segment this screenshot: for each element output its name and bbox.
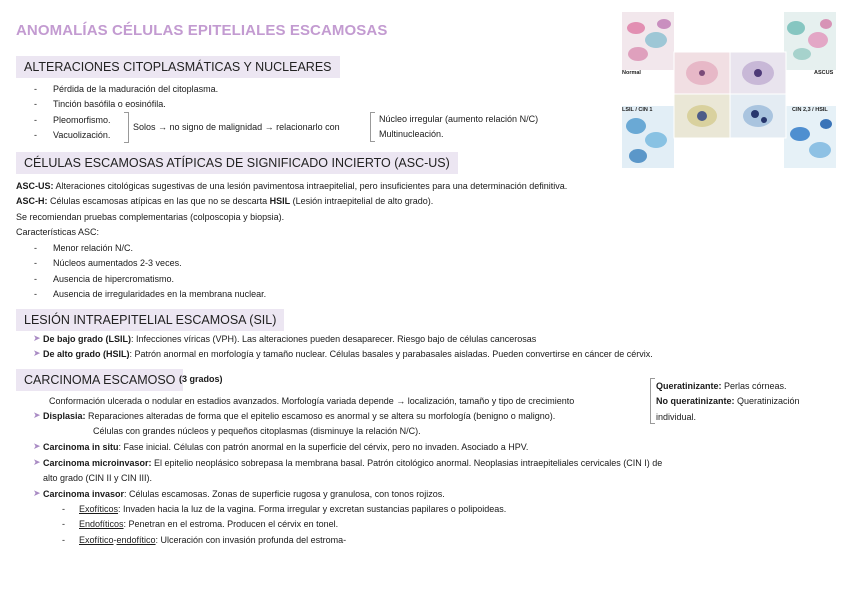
rel-item: Multinucleación. bbox=[379, 129, 444, 139]
exoendo-text: : Ulceración con invasión profunda del estroma- bbox=[155, 535, 347, 545]
solos-text: Solos → no signo de malignidad → relacionarlo con bbox=[133, 122, 340, 132]
section-header-sil: LESIÓN INTRAEPITELIAL ESCAMOSA (SIL) bbox=[16, 309, 284, 331]
list-item: Menor relación N/C. bbox=[53, 243, 134, 253]
noquer-text: Queratinización bbox=[734, 396, 800, 406]
lsil-line bbox=[43, 334, 536, 345]
exoendo-sep: - bbox=[113, 535, 117, 545]
noquer-text2: individual. bbox=[656, 412, 697, 422]
insitu-line bbox=[43, 442, 528, 453]
asch-text: Células escamosas atípicas en las que no se descarta bbox=[47, 196, 270, 206]
conformacion-text: Conformación ulcerada o nodular en estadios avanzados. Morfología variada depende → localización, tamaño y tipo de crecimiento bbox=[49, 396, 575, 406]
ascus-line bbox=[16, 181, 567, 192]
exo-line bbox=[79, 504, 506, 515]
section-header-ascus: CÉLULAS ESCAMOSAS ATÍPICAS DE SIGNIFICADO INCIERTO (ASC-US) bbox=[16, 152, 458, 174]
micro-text2: alto grado (CIN II y CIN III). bbox=[43, 473, 153, 483]
dash: - bbox=[34, 274, 37, 284]
cytology-collage bbox=[620, 10, 838, 170]
displasia-text: Reparaciones alteradas de forma que el epitelio escamoso es anormal y se altera su morfología (benigno o maligno). bbox=[85, 411, 556, 421]
dash: - bbox=[34, 99, 37, 109]
carac-text: Características ASC: bbox=[16, 227, 100, 237]
invasor-label: Carcinoma invasor bbox=[43, 489, 125, 499]
arrow-icon: ➤ bbox=[33, 457, 41, 467]
arrow-icon: ➤ bbox=[33, 410, 41, 420]
invasor-text: : Células escamosas. Zonas de superficie rugosa y granulosa, con tonos rojizos. bbox=[124, 489, 445, 499]
section-header-carcinoma: CARCINOMA ESCAMOSO bbox=[16, 369, 183, 391]
arrow-icon: ➤ bbox=[33, 441, 41, 451]
endo-line bbox=[79, 519, 338, 530]
hsil-text: : Patrón anormal en morfología y tamaño nuclear. Células basales y parabasales aisladas. Pueden convertirse en cáncer de cérvix. bbox=[129, 349, 653, 359]
dash: - bbox=[34, 130, 37, 140]
asch-hsil: HSIL bbox=[269, 196, 291, 206]
exo-text: : Invaden hacia la luz de la vagina. Forma irregular y excretan sustancias papilares o polipoideas. bbox=[118, 504, 507, 514]
list-item: Pleomorfismo. bbox=[53, 115, 111, 125]
grados-text: (3 grados) bbox=[179, 374, 223, 384]
caption-lsil: LSIL / CIN 1 bbox=[622, 107, 653, 113]
ascus-label: ASC-US: bbox=[16, 181, 54, 191]
rel-item: Núcleo irregular (aumento relación N/C) bbox=[379, 114, 539, 124]
asch-text2: (Lesión intraepitelial de alto grado). bbox=[290, 196, 434, 206]
micro-label: Carcinoma microinvasor: bbox=[43, 458, 152, 468]
lsil-label: De bajo grado (LSIL) bbox=[43, 334, 132, 344]
section-header-alteraciones: ALTERACIONES CITOPLASMÁTICAS Y NUCLEARES bbox=[16, 56, 340, 78]
endo-text: : Penetran en el estroma. Producen el cérvix en tonel. bbox=[123, 519, 339, 529]
insitu-text: : Fase inicial. Células con patrón anormal en la superficie del cérvix, pero no invaden. Asociado a HPV. bbox=[118, 442, 529, 452]
recom-text: Se recomiendan pruebas complementarias (colposcopia y biopsia). bbox=[16, 212, 285, 222]
noquer-label: No queratinizante: bbox=[656, 396, 735, 406]
queratinizante-line bbox=[656, 381, 787, 392]
displasia-line bbox=[43, 411, 555, 422]
dash: - bbox=[34, 243, 37, 253]
brace bbox=[124, 112, 129, 143]
dash: - bbox=[34, 289, 37, 299]
list-item: Vacuolización. bbox=[53, 130, 111, 140]
displasia-label: Displasia: bbox=[43, 411, 86, 421]
list-item: Pérdida de la maduración del citoplasma. bbox=[53, 84, 219, 94]
arrow-icon: ➤ bbox=[33, 348, 41, 358]
insitu-label: Carcinoma in situ bbox=[43, 442, 119, 452]
invasor-line bbox=[43, 489, 445, 500]
caption-normal: Normal bbox=[622, 70, 641, 76]
lsil-text: : Infecciones víricas (VPH). Las alteraciones pueden desaparecer. Riesgo bajo de células cancerosas bbox=[131, 334, 537, 344]
dash: - bbox=[34, 258, 37, 268]
micro-text: El epitelio neoplásico sobrepasa la membrana basal. Patrón citológico anormal. Neoplasias intraepiteliales cervicales (CIN I) de bbox=[151, 458, 663, 468]
caption-hsil: CIN 2,3 / HSIL bbox=[792, 107, 828, 113]
displasia-text2: Células con grandes núcleos y pequeños citoplasmas (disminuye la relación N/C). bbox=[93, 426, 421, 436]
queratinizante-text: Perlas córneas. bbox=[721, 381, 787, 391]
dash: - bbox=[62, 504, 65, 514]
queratinizante-label: Queratinizante: bbox=[656, 381, 722, 391]
caption-ascus: ASCUS bbox=[814, 70, 834, 76]
arrow-icon: ➤ bbox=[33, 488, 41, 498]
cytology-image bbox=[620, 10, 838, 170]
page-title: ANOMALÍAS CÉLULAS EPITELIALES ESCAMOSAS bbox=[16, 22, 388, 39]
asch-label: ASC-H: bbox=[16, 196, 48, 206]
hsil-label: De alto grado (HSIL) bbox=[43, 349, 130, 359]
exoendo-label1: Exofítico bbox=[79, 535, 114, 545]
ascus-text: Alteraciones citológicas sugestivas de una lesión pavimentosa intraepitelial, pero insuficientes para una determinación definitiva. bbox=[53, 181, 568, 191]
list-item: Tinción basófila o eosinófila. bbox=[53, 99, 166, 109]
brace bbox=[370, 112, 375, 142]
endo-label: Endofíticos bbox=[79, 519, 124, 529]
asch-line bbox=[16, 196, 433, 207]
exo-label: Exofíticos bbox=[79, 504, 119, 514]
brace bbox=[650, 378, 655, 424]
dash: - bbox=[34, 115, 37, 125]
list-item: Ausencia de hipercromatismo. bbox=[53, 274, 175, 284]
exoendo-label2: endofítico bbox=[116, 535, 156, 545]
list-item: Núcleos aumentados 2-3 veces. bbox=[53, 258, 182, 268]
dash: - bbox=[62, 535, 65, 545]
exoendo-line bbox=[79, 535, 346, 546]
dash: - bbox=[62, 519, 65, 529]
arrow-icon: ➤ bbox=[33, 333, 41, 343]
micro-line bbox=[43, 458, 662, 469]
dash: - bbox=[34, 84, 37, 94]
list-item: Ausencia de irregularidades en la membrana nuclear. bbox=[53, 289, 267, 299]
hsil-line bbox=[43, 349, 653, 360]
noquer-line bbox=[656, 396, 800, 407]
